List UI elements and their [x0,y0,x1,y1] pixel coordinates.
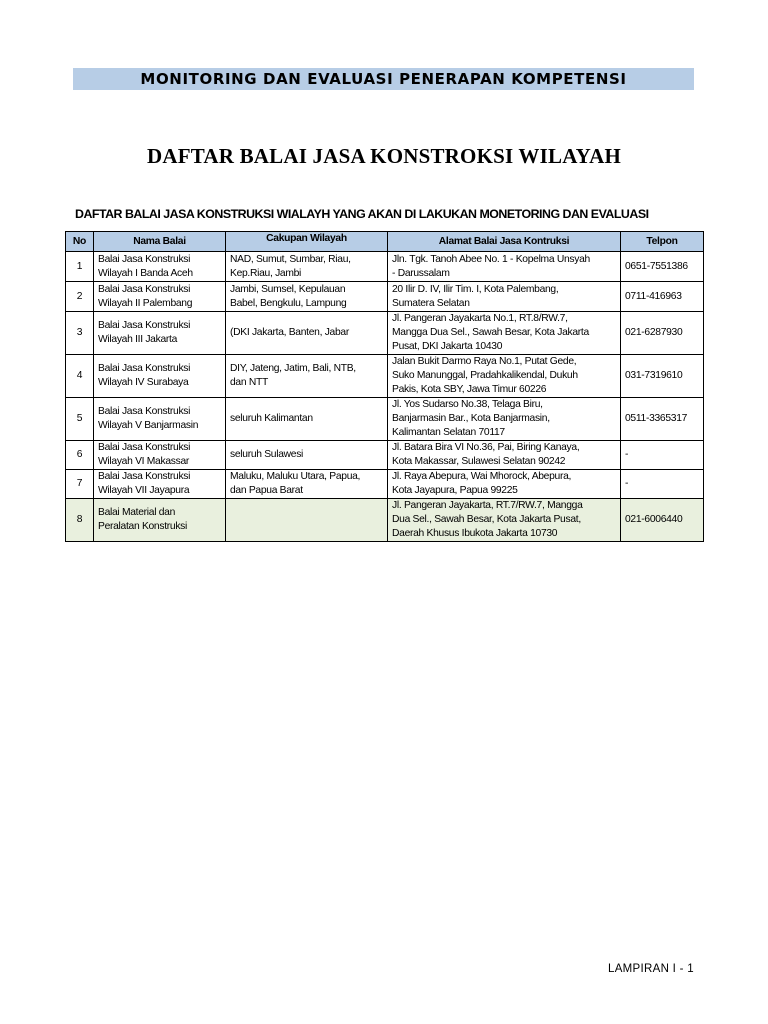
header-nama-balai: Nama Balai [94,232,226,252]
cell-telpon: - [621,470,704,499]
cell-no: 6 [66,441,94,470]
cell-cakupan-wilayah: DIY, Jateng, Jatim, Bali, NTB, dan NTT [226,355,388,398]
cell-no: 5 [66,398,94,441]
cell-nama-balai: Balai Material dan Peralatan Konstruksi [94,499,226,542]
cell-nama-balai: Balai Jasa Konstruksi Wilayah V Banjarmasin [94,398,226,441]
table-row [66,470,704,499]
document-title: DAFTAR BALAI JASA KONSTROKSI WILAYAH [147,144,621,168]
cell-no: 2 [66,282,94,312]
header-cakupan-wilayah: Cakupan Wilayah [226,232,388,252]
page-footer: LAMPIRAN I - 1 [608,963,694,975]
cell-no: 8 [66,499,94,542]
table-row [66,355,704,398]
balai-table [65,231,704,542]
header-no: No [66,232,94,252]
header-alamat: Alamat Balai Jasa Kontruksi [388,232,621,252]
cell-telpon: 0511-3365317 [621,398,704,441]
cell-cakupan-wilayah [226,499,388,542]
cell-telpon: 021-6287930 [621,312,704,355]
cell-alamat: Jl. Pangeran Jayakarta, RT.7/RW.7, Mangga Dua Sel., Sawah Besar, Kota Jakarta Pusat, Daerah Khusus Ibukota Jakarta 10730 [388,499,621,542]
cell-alamat: 20 Ilir D. IV, Ilir Tim. I, Kota Palembang, Sumatera Selatan [388,282,621,312]
table-header-row [66,232,704,252]
cell-cakupan-wilayah: NAD, Sumut, Sumbar, Riau, Kep.Riau, Jambi [226,252,388,282]
cell-alamat: Jalan Bukit Darmo Raya No.1, Putat Gede, Suko Manunggal, Pradahkalikendal, Dukuh Pakis, Kota SBY, Jawa Timur 60226 [388,355,621,398]
table-row [66,282,704,312]
table-row [66,398,704,441]
table-caption: DAFTAR BALAI JASA KONSTRUKSI WIALAYH YANG AKAN DI LAKUKAN MONETORING DAN EVALUASI [75,207,649,221]
cell-telpon: 031-7319610 [621,355,704,398]
cell-alamat: Jln. Tgk. Tanoh Abee No. 1 - Kopelma Unsyah - Darussalam [388,252,621,282]
cell-telpon: 021-6006440 [621,499,704,542]
cell-cakupan-wilayah: seluruh Sulawesi [226,441,388,470]
cell-alamat: Jl. Pangeran Jayakarta No.1, RT.8/RW.7, Mangga Dua Sel., Sawah Besar, Kota Jakarta Pusat, DKI Jakarta 10430 [388,312,621,355]
table-row [66,441,704,470]
cell-no: 1 [66,252,94,282]
cell-telpon: 0711-416963 [621,282,704,312]
cell-cakupan-wilayah: Maluku, Maluku Utara, Papua, dan Papua Barat [226,470,388,499]
cell-nama-balai: Balai Jasa Konstruksi Wilayah I Banda Aceh [94,252,226,282]
cell-nama-balai: Balai Jasa Konstruksi Wilayah III Jakarta [94,312,226,355]
cell-alamat: Jl. Yos Sudarso No.38, Telaga Biru, Banjarmasin Bar., Kota Banjarmasin, Kalimantan Selatan 70117 [388,398,621,441]
table-body [66,252,704,542]
header-telpon: Telpon [621,232,704,252]
cell-nama-balai: Balai Jasa Konstruksi Wilayah VI Makassar [94,441,226,470]
cell-cakupan-wilayah: seluruh Kalimantan [226,398,388,441]
cell-telpon: 0651-7551386 [621,252,704,282]
table-row [66,252,704,282]
table-row [66,312,704,355]
cell-no: 4 [66,355,94,398]
table-row [66,499,704,542]
cell-alamat: Jl. Batara Bira VI No.36, Pai, Biring Kanaya, Kota Makassar, Sulawesi Selatan 90242 [388,441,621,470]
cell-cakupan-wilayah: Jambi, Sumsel, Kepulauan Babel, Bengkulu, Lampung [226,282,388,312]
cell-nama-balai: Balai Jasa Konstruksi Wilayah II Palembang [94,282,226,312]
document-banner: MONITORING DAN EVALUASI PENERAPAN KOMPETENSI [73,68,694,90]
cell-no: 7 [66,470,94,499]
cell-telpon: - [621,441,704,470]
cell-cakupan-wilayah: (DKI Jakarta, Banten, Jabar [226,312,388,355]
cell-nama-balai: Balai Jasa Konstruksi Wilayah IV Surabaya [94,355,226,398]
cell-nama-balai: Balai Jasa Konstruksi Wilayah VII Jayapura [94,470,226,499]
cell-alamat: Jl. Raya Abepura, Wai Mhorock, Abepura, Kota Jayapura, Papua 99225 [388,470,621,499]
cell-no: 3 [66,312,94,355]
